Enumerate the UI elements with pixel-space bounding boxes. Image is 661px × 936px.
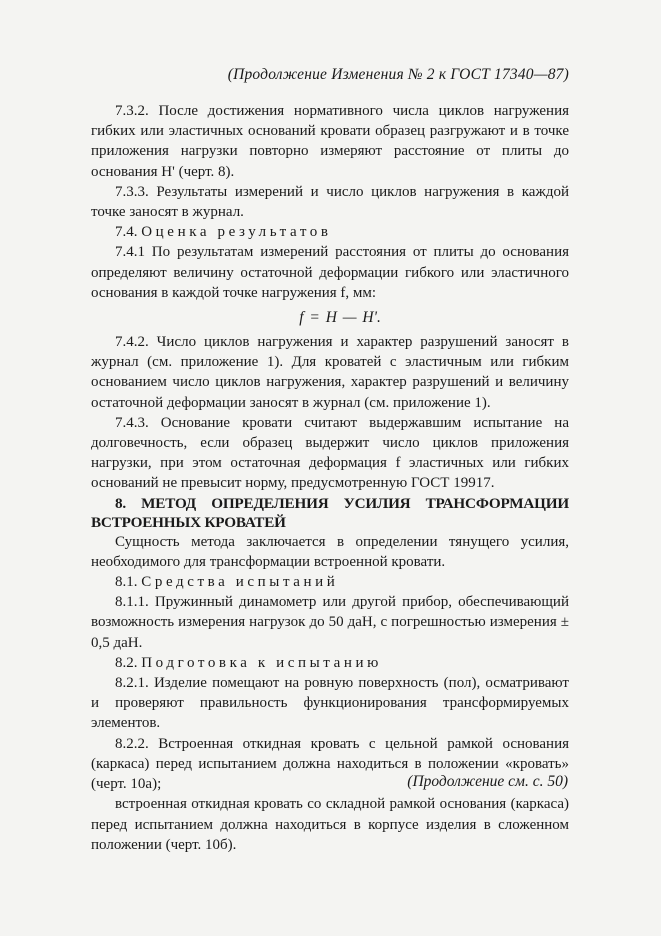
section-8-2-title: Подготовка к испытанию — [141, 654, 382, 671]
paragraph-7-3-3: 7.3.3. Результаты измерений и число циклов нагружения в каждой точке заносят в журнал. — [91, 183, 569, 221]
deformation-formula: f = H — H'. — [299, 309, 381, 327]
paragraph-7-4-2: 7.4.2. Число циклов нагружения и характер разрушений заносят в журнал (см. приложение 1). Для кроватей с эластичным или гибким основанием число циклов нагружения, характер разрушений и величину остаточной деформации заносят в журнал (см. приложение 1). — [91, 334, 569, 411]
section-8-1-number: 8.1. — [115, 574, 138, 591]
section-8-heading: 8. МЕТОД ОПРЕДЕЛЕНИЯ УСИЛИЯ ТРАНСФОРМАЦИИ ВСТРОЕННЫХ КРОВАТЕЙ — [91, 494, 569, 531]
paragraph-7-4-3: 7.4.3. Основание кровати считают выдержавшим испытание на долговечность, если образец выдержит число циклов приложения нагрузки, при этом остаточная деформация f эластичных или гибких оснований не превысит норму, предусмотренную ГОСТ 19917. — [91, 414, 569, 492]
paragraph-8-2-2-continued: встроенная откидная кровать со складной рамкой основания (каркаса) перед испытанием должна находиться в корпусе изделия в сложенном положении (черт. 10б). — [91, 796, 569, 853]
page-footer: (Продолжение см. с. 50) — [407, 773, 568, 790]
paragraph-8-2-1: 8.2.1. Изделие помещают на ровную поверхность (пол), осматривают и проверяют правильность функционирования трансформируемых элементов. — [91, 675, 569, 732]
page-header: (Продолжение Изменения № 2 к ГОСТ 17340—87) — [227, 66, 569, 83]
section-7-4-number: 7.4. — [115, 224, 138, 241]
paragraph-8-1-1: 8.1.1. Пружинный динамометр или другой прибор, обеспечивающий возможность измерения нагрузок до 50 даН, с погрешностью измерения ± 0,5 даН. — [91, 594, 569, 651]
section-8-2-number: 8.2. — [115, 654, 138, 671]
paragraph-7-3-2: 7.3.2. После достижения нормативного числа циклов нагружения гибких или эластичных оснований кровати образец разгружают и в точке приложения нагрузки повторно измеряют расстояние от плиты до основания H' (черт. 8). — [91, 103, 569, 180]
paragraph-8-2-2: 8.2.2. Встроенная откидная кровать с цельной рамкой основания (каркаса) перед испытанием должна находиться в положении «кровать» (черт. 10а); — [91, 735, 569, 793]
document-body — [91, 101, 569, 855]
section-7-4-title: Оценка результатов — [141, 224, 332, 241]
section-7-4-heading — [91, 222, 569, 242]
section-8-1-heading — [91, 572, 569, 592]
section-8-2-heading — [91, 653, 569, 673]
paragraph-8-intro: Сущность метода заключается в определении тянущего усилия, необходимого для трансформации встроенной кровати. — [91, 533, 569, 570]
paragraph-7-4-1: 7.4.1 По результатам измерений расстояния от плиты до основания определяют величину остаточной деформации гибкого или эластичного основания в каждой точке нагружения f, мм: — [91, 244, 569, 301]
section-8-1-title: Средства испытаний — [141, 574, 339, 591]
